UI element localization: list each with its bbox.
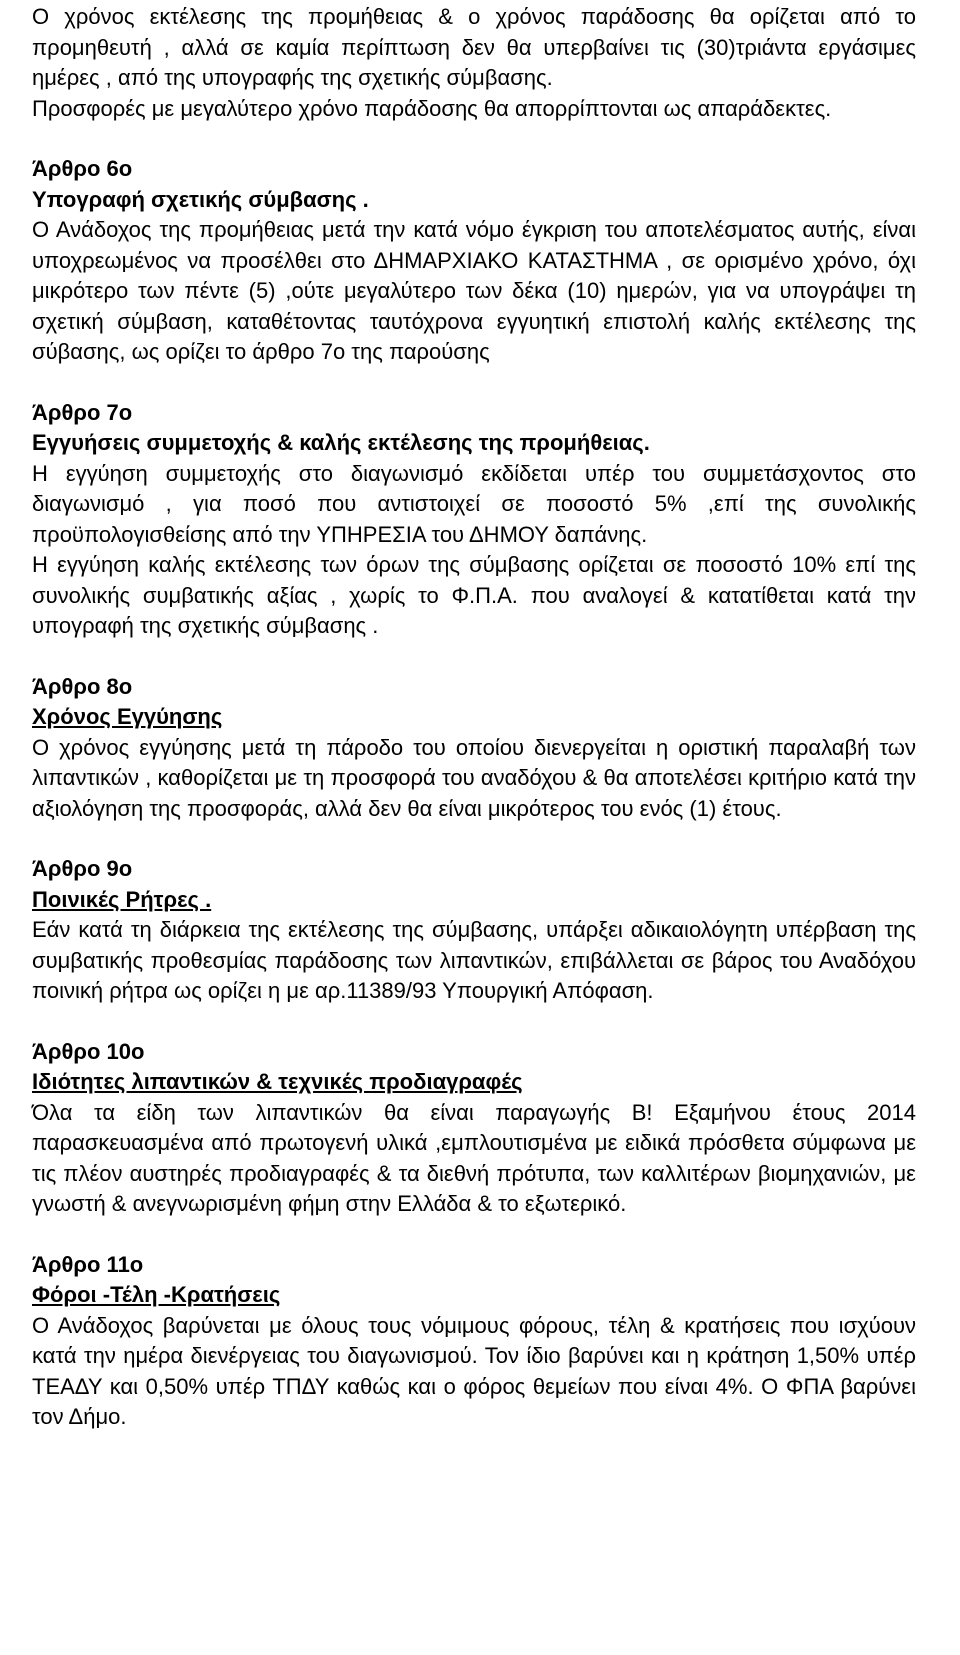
article-paragraph: Ο Ανάδοχος βαρύνεται με όλους τους νόμιμους φόρους, τέλη & κρατήσεις που ισχύουν κατά την ημέρα διενέργειας του διαγωνισμού. Τον ίδιο βαρύνει και η κράτηση 1,50% υπέρ ΤΕΑΔΥ και 0,50% υπέρ ΤΠΔΥ καθώς και ο φόρος θεμείων που είναι 4%. Ο ΦΠΑ βαρύνει τον Δήμο. <box>32 1312 916 1429</box>
article-10 <box>32 1037 916 1220</box>
article-6 <box>32 154 916 368</box>
article-title: Ποινικές Ρήτρες . <box>32 886 212 912</box>
article-heading: Άρθρο 6ο <box>32 156 133 181</box>
article-paragraph: Ο Ανάδοχος της προμήθειας μετά την κατά νόμο έγκριση του αποτελέσματος αυτής, είναι υποχρεωμένος να προσέλθει στο ΔΗΜΑΡΧΙΑΚΟ ΚΑΤΑΣΤΗΜΑ , σε ορισμένο χρόνο, όχι μικρότερο των πέντε (5) ,ούτε μεγαλύτερο των δέκα (10) ημερών, για να υπογράψει τη σχετική σύμβαση, καταθέτοντας ταυτόχρονα εγγυητική επιστολή καλής εκτέλεσης της σύβασης, ως ορίζει το άρθρο 7ο της παρούσης <box>32 217 916 364</box>
article-9 <box>32 854 916 1007</box>
article-paragraph: Η εγγύηση συμμετοχής στο διαγωνισμό εκδίδεται υπέρ του συμμετάσχοντος στο διαγωνισμό , για ποσό που αντιστοιχεί σε ποσοστό 5% ,επί της συνολικής προϋπολογισθείσης από την ΥΠΗΡΕΣΙΑ του ΔΗΜΟΥ δαπάνης. <box>32 460 916 547</box>
article-paragraph: Όλα τα είδη των λιπαντικών θα είναι παραγωγής Β! Εξαμήνου έτους 2014 παρασκευασμένα από πρωτογενή υλικά ,εμπλουτισμένα με ειδικά πρόσθετα σύμφωνα με τις πλέον αυστηρές προδιαγραφές & τα διεθνή πρότυπα, των καλλιτέρων βιομηχανιών, με γνωστή & ανεγνωρισμένη φήμη στην Ελλάδα & το εξωτερικό. <box>32 1099 916 1216</box>
article-heading: Άρθρο 10ο <box>32 1038 145 1064</box>
article-heading: Άρθρο 9ο <box>32 856 133 881</box>
intro-paragraph-delivery-time: Ο χρόνος εκτέλεσης της προμήθειας & ο χρόνος παράδοσης θα ορίζεται από το προμηθευτή , αλλά σε καμία περίπτωση δεν θα υπερβαίνει τις (30)τριάντα εργάσιμες ημέρες , από της υπογραφής της σχετικής σύμβασης. <box>32 4 916 90</box>
article-paragraph: Ο χρόνος εγγύησης μετά τη πάροδο του οποίου διενεργείται η οριστική παραλαβή των λιπαντικών , καθορίζεται με τη προσφορά του αναδόχου & θα αποτελέσει κριτήριο κατά την αξιολόγηση της προσφοράς, αλλά δεν θα είναι μικρότερος του ενός (1) έτους. <box>32 734 916 821</box>
article-title: Ιδιότητες λιπαντικών & τεχνικές προδιαγραφές <box>32 1069 523 1094</box>
article-11 <box>32 1250 916 1433</box>
article-heading: Άρθρο 8ο <box>32 673 133 699</box>
article-title: Υπογραφή σχετικής σύμβασης . <box>32 186 369 212</box>
article-heading: Άρθρο 7ο <box>32 399 133 425</box>
article-7 <box>32 398 916 642</box>
article-paragraph: Η εγγύηση καλής εκτέλεσης των όρων της σύμβασης ορίζεται σε ποσοστό 10% επί της συνολικής συμβατικής αξίας , χωρίς το Φ.Π.Α. που αναλογεί & κατατίθεται κατά την υπογραφή της σχετικής σύμβασης . <box>32 552 916 638</box>
article-title: Φόροι -Τέλη -Κρατήσεις <box>32 1282 281 1307</box>
intro-paragraph-rejection: Προσφορές με μεγαλύτερο χρόνο παράδοσης θα απορρίπτονται ως απαράδεκτες. <box>32 95 832 121</box>
article-title: Χρόνος Εγγύησης <box>32 704 223 729</box>
article-title: Εγγυήσεις συμμετοχής & καλής εκτέλεσης της προμήθειας. <box>32 430 650 455</box>
article-8 <box>32 672 916 825</box>
article-paragraph: Εάν κατά τη διάρκεια της εκτέλεσης της σύμβασης, υπάρξει αδικαιολόγητη υπέρβαση της συμβατικής προθεσμίας παράδοσης των λιπαντικών, επιβάλλεται σε βάρος του Αναδόχου ποινική ρήτρα ως ορίζει η με αρ.11389/93 Υπουργική Απόφαση. <box>32 917 916 1003</box>
article-heading: Άρθρο 11ο <box>32 1251 144 1277</box>
